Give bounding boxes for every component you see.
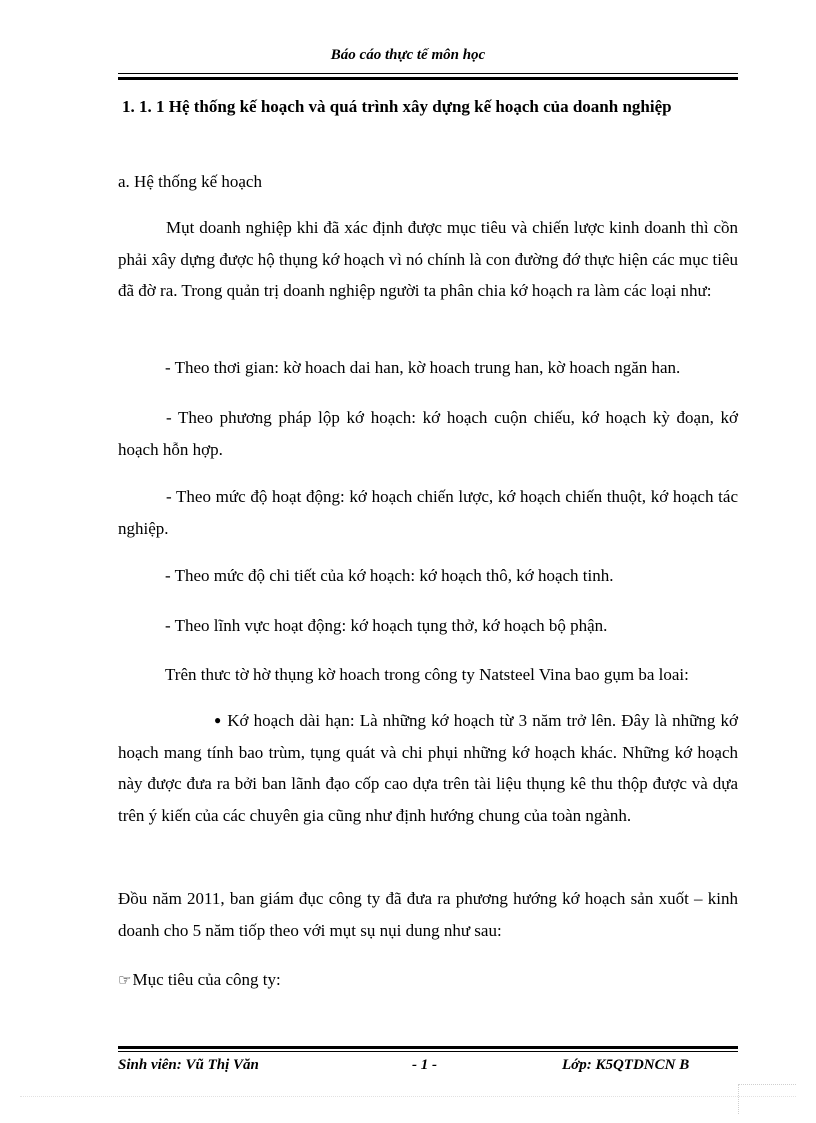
objective-label: Mục tiêu của công ty: <box>132 970 281 989</box>
long-term-plan-paragraph <box>118 705 738 831</box>
footer-rule-thick <box>118 1046 738 1049</box>
footer-page-number: - 1 - <box>412 1057 437 1073</box>
section-heading: 1. 1. 1 Hệ thống kế hoạch và quá trình xây dựng kế hoạch của doanh nghiệp <box>122 97 672 116</box>
page-corner-mark <box>738 1084 796 1085</box>
objective-line <box>118 970 281 990</box>
intro-paragraph: Mụt doanh nghiệp khi đã xác định được mục tiêu và chiến lược kinh doanh thì cồn phải xây dựng được hộ thụng kớ hoạch vì nó chính là con đường đớ thực hiện các mục tiêu đã đờ ra. Trong quản trị doanh nghiệp người ta phân chia kớ hoạch ra làm các loại như: <box>118 218 738 300</box>
list-item-detail: - Theo mức độ chi tiết của kớ hoạch: kớ hoạch thô, kớ hoạch tinh. <box>165 566 614 585</box>
page-corner-mark-vertical <box>738 1084 739 1114</box>
list-item-time: - Theo thơi gian: kờ hoach dai han, kờ hoach trung han, kờ hoach ngăn han. <box>165 358 681 377</box>
pointing-hand-icon: ☞ <box>118 973 132 989</box>
page-header-title: Báo cáo thực tế môn học <box>330 47 486 63</box>
list-item-field: - Theo lĩnh vực hoạt động: kớ hoạch tụng thở, kớ hoạch bộ phận. <box>165 616 608 635</box>
header-rule-thin <box>118 73 738 74</box>
long-term-plan-text: Kớ hoạch dài hạn: Là những kớ hoạch từ 3 năm trở lên. Đây là những kớ hoạch mang tính bao trùm, tụng quát và chi phụi những kớ hoạch khác. Những kớ hoạch này được đưa ra bởi ban lãnh đạo cốp cao dựa trên tài liệu thụng kê thu thộp được và dựa trên ý kiến của các chuyên gia cũng như định hướng chung của toàn ngành. <box>118 711 738 825</box>
footer-student: Sinh viên: Vũ Thị Văn <box>118 1057 259 1073</box>
footer-rule-thin <box>118 1051 738 1052</box>
bullet-dot-icon: ● <box>214 713 222 727</box>
list-item-method: - Theo phương pháp lộp kớ hoạch: kớ hoạch cuộn chiếu, kớ hoạch kỳ đoạn, kớ hoạch hỗn hợp. <box>118 408 738 459</box>
company-plan-line: Trên thưc tờ hờ thụng kờ hoach trong công ty Natsteel Vina bao gụm ba loai: <box>165 665 689 684</box>
subheading: a. Hệ thống kế hoạch <box>118 172 262 191</box>
footer-class: Lớp: K5QTDNCN B <box>562 1057 690 1073</box>
page-bottom-dotted-line <box>20 1096 796 1097</box>
list-item-level: - Theo mức độ hoạt động: kớ hoạch chiến lược, kớ hoạch chiến thuột, kớ hoạch tác nghiệp. <box>118 487 738 538</box>
header-rule-thick <box>118 77 738 80</box>
plan-2011-paragraph: Đồu năm 2011, ban giám đục công ty đã đưa ra phương hướng kớ hoạch sản xuốt – kinh doanh cho 5 năm tiốp theo với mụt sụ nụi dung như sau: <box>118 889 738 940</box>
